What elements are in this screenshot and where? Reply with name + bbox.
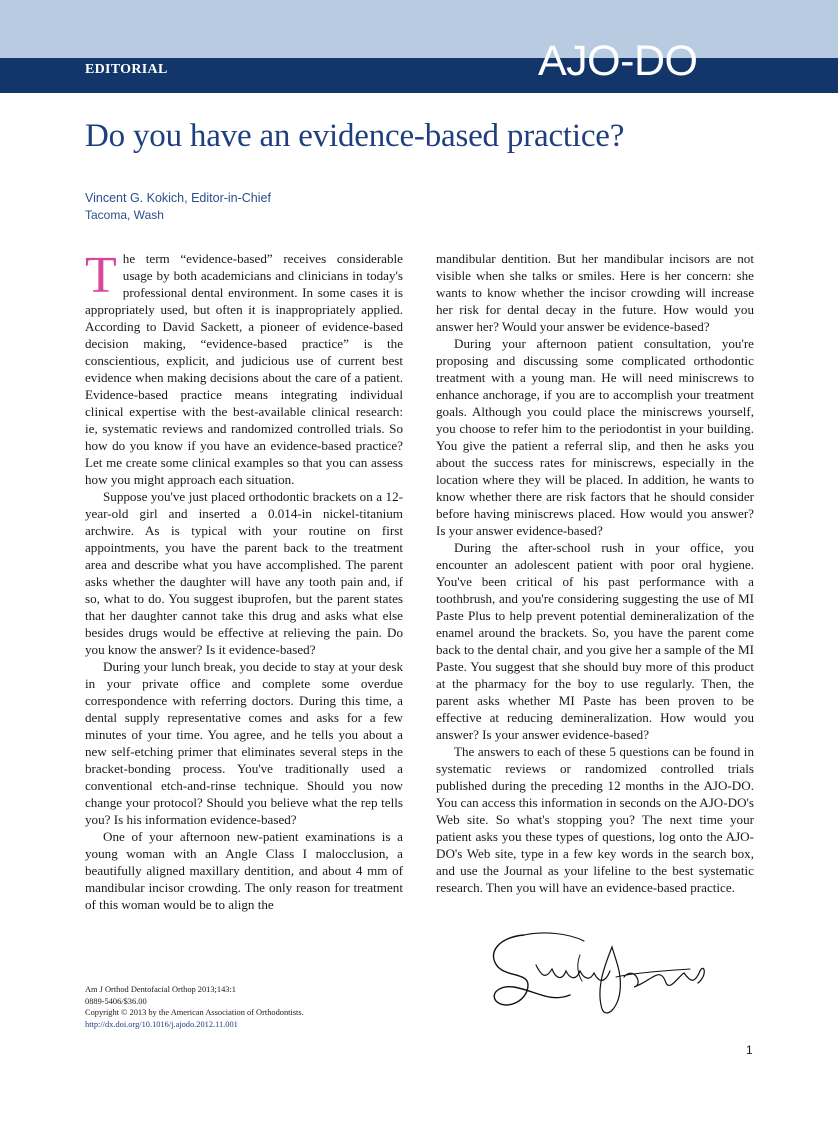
footer-citation-block xyxy=(85,984,304,1030)
drop-cap: T xyxy=(85,247,117,304)
left-column xyxy=(85,247,403,913)
paragraph-4-continued: mandibular dentition. But her mandibular incisors are not visible when she talks or smiles. Here is her concern: she wants to know whether the incisor crowding will increase her risk for dental decay in the future. How would you answer her? Would your answer be evidence-based? xyxy=(436,251,754,334)
section-label: EDITORIAL xyxy=(85,62,168,77)
paragraph-7: The answers to each of these 5 questions can be found in systematic reviews or randomized controlled trials published during the preceding 12 months in the AJO-DO. You can access this information in seconds on the AJO-DO's Web site. So what's stopping you? The next time your patient asks you these types of questions, log onto the AJO-DO's Web site, type in a few key words in the search box, and use the Journal as your lifeline to the best systematic research. Then you will have an evidence-based practice. xyxy=(436,744,754,895)
doi-link[interactable]: http://dx.doi.org/10.1016/j.ajodo.2012.11.001 xyxy=(85,1019,238,1029)
paragraph-2: Suppose you've just placed orthodontic brackets on a 12-year-old girl and inserted a 0.014-in nickel-titanium archwire. As is typical with your routine on first appointments, you have the parent back to the treatment area and describe what you have accomplished. The parent asks whether the daughter will have any tooth pain and, if so, what to do. You suggest ibuprofen, but the parent states that her daughter cannot take this drug and asks what else besides drugs would be effective at relieving the pain. Do you know the answer? Is it evidence-based? xyxy=(85,489,403,657)
paragraph-5: During your afternoon patient consultation, you're proposing and discussing some complicated orthodontic treatment with a young man. He will need miniscrews to enhance anchorage, if you are to accomplish your treatment goals. Although you could place the miniscrews yourself, you choose to refer him to the periodontist in your building. You give the patient a referral slip, and then he asks you about the success rates for miniscrews, especially in the location where they will be placed. In addition, he wants to know whether there are risk factors that he should consider before having miniscrews placed. How would you answer? Is your answer evidence-based? xyxy=(436,336,754,538)
author-affiliation: Tacoma, Wash xyxy=(85,208,164,222)
right-column xyxy=(436,250,754,896)
header-top-band xyxy=(0,0,838,58)
page-number: 1 xyxy=(746,1043,753,1057)
author-name: Vincent G. Kokich, Editor-in-Chief xyxy=(85,191,271,205)
citation-line: Am J Orthod Dentofacial Orthop 2013;143:1 xyxy=(85,985,236,994)
paragraph-4-start: One of your afternoon new-patient examinations is a young woman with an Angle Class I malocclusion, a beautifully aligned maxillary dentition, and about 4 mm of mandibular incisor crowding. The only reason for treatment of this woman would be to align the xyxy=(85,829,403,912)
journal-logo: AJO-DO xyxy=(538,37,698,85)
copyright-line: Copyright © 2013 by the American Association of Orthodontists. xyxy=(85,1008,304,1018)
issn-line: 0889-5406/$36.00 xyxy=(85,996,147,1006)
paragraph-6: During the after-school rush in your office, you encounter an adolescent patient with poor oral hygiene. You've been critical of his past performance with a toothbrush, and you're considering suggesting the use of MI Paste Plus to help prevent potential demineralization of the enamel around the brackets. So, you have the parent come back to the dental chair, and you give her a sample of the MI Paste. You suggest that she should buy more of this product at the pharmacy for the boy to use regularly. Then, the parent asks whether MI Paste has been proven to be effective at reducing demineralization. How would you answer? Is your answer evidence-based? xyxy=(436,540,754,742)
signature-image xyxy=(484,925,710,1025)
paragraph-1-text: he term “evidence-based” receives considerable usage by both academicians and clinicians in today's professional dental environment. In some cases it is appropriately used, but often it is inappropriately applied. According to David Sackett, a pioneer of evidence-based decision making, “evidence-based practice” is the conscientious, explicit, and judicious use of current best evidence when making decisions about the care of a patient. Evidence-based practice means integrating individual clinical expertise with the best-available clinical research: ie, systematic reviews and randomized controlled trials. So how do you know if you have an evidence-based practice? Let me create some clinical examples so that you can assess how you might approach each situation. xyxy=(85,251,403,487)
article-title: Do you have an evidence-based practice? xyxy=(85,118,625,154)
paragraph-3: During your lunch break, you decide to stay at your desk in your private office and complete some overdue correspondence with referring doctors. During this time, a dental supply representative comes and asks for a few minutes of your time. You agree, and he tells you about a new self-etching primer that eliminates several steps in the bracket-bonding process. You've traditionally used a conventional etch-and-rinse technique. Should you now change your protocol? Should you believe what the rep tells you? Is his information evidence-based? xyxy=(85,659,403,827)
paragraph-1 xyxy=(85,247,403,488)
